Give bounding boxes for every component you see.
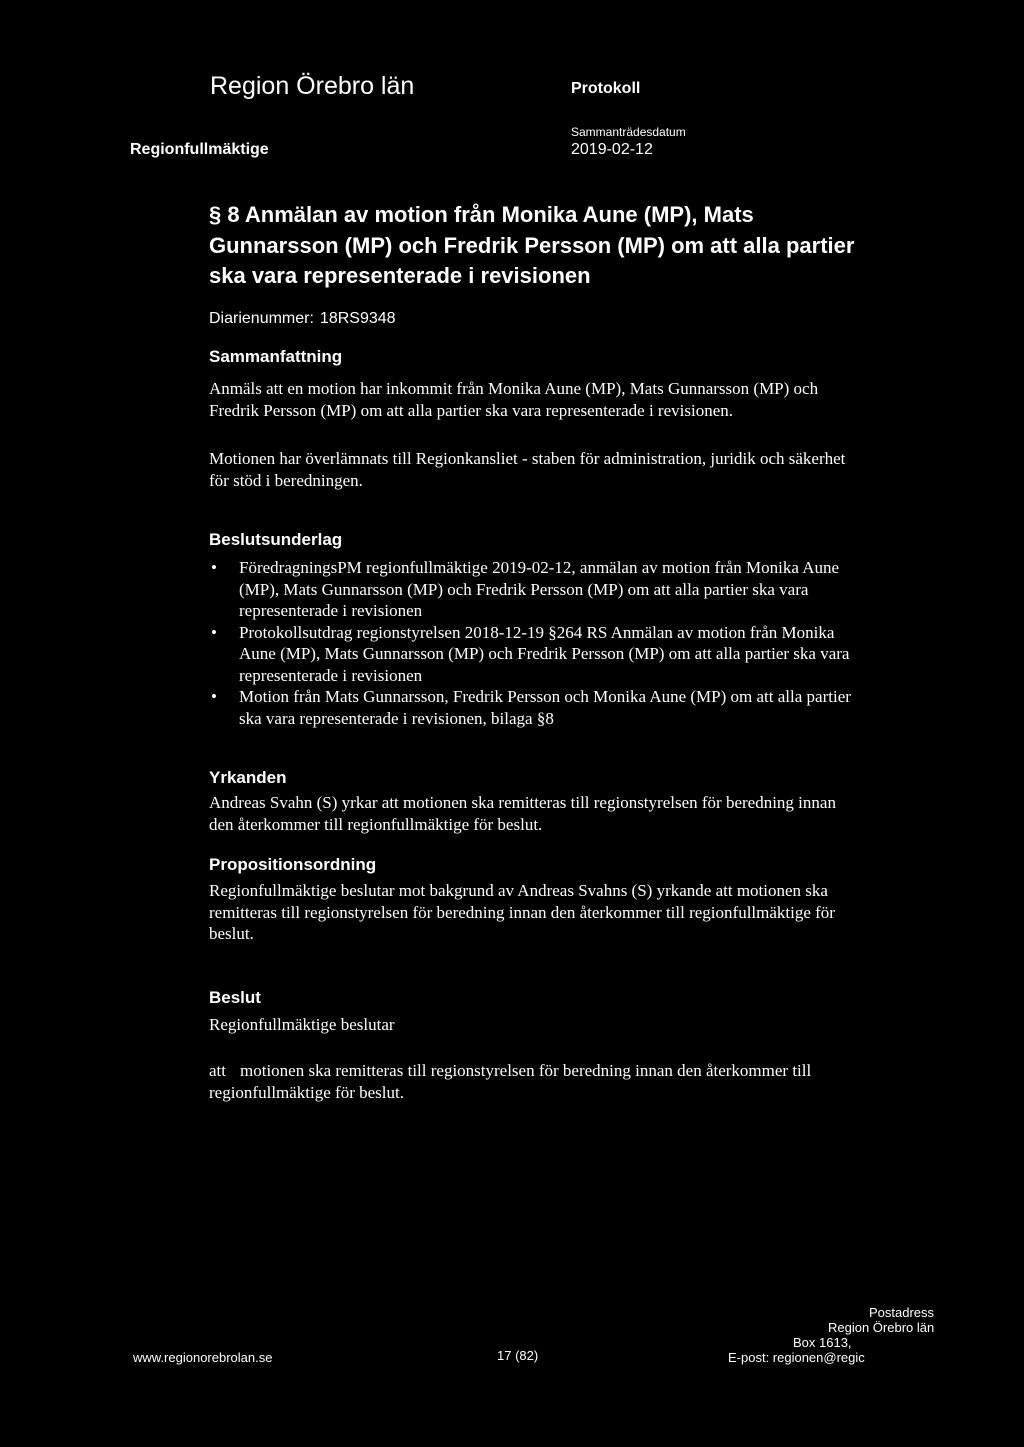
list-item [209, 622, 869, 687]
footer-address-label: Postadress [869, 1305, 935, 1320]
order-heading: Propositionsordning [209, 855, 377, 874]
basis-list [209, 557, 869, 729]
footer-address-box: Box 1613, [793, 1335, 852, 1350]
footer-page-number: 17 (82) [497, 1348, 539, 1363]
summary-heading: Sammanfattning [209, 347, 343, 366]
document-type: Protokoll [571, 80, 641, 97]
diary-number-label: Diarienummer: [209, 310, 314, 327]
decision-intro: Regionfullmäktige beslutar [209, 1015, 395, 1034]
org-name: Region Örebro län [210, 72, 415, 100]
section-title: § 8 Anmälan av motion från Monika Aune (MP), Mats Gunnarsson (MP) och Fredrik Persson (MP) om att alla partier ska vara representerade i revisionen [209, 202, 855, 288]
meeting-date: 2019-02-12 [571, 141, 653, 158]
list-item [209, 557, 869, 622]
footer-website: www.regionorebrolan.se [133, 1350, 273, 1365]
basis-item-text: Protokollsutdrag regionstyrelsen 2018-12-19 §264 RS Anmälan av motion från Monika Aune (MP), Mats Gunnarsson (MP) och Fredrik Persson (MP) om att alla partier ska vara representerade i revisionen [239, 622, 850, 685]
bullet-icon: • [211, 687, 217, 706]
diary-number: 18RS9348 [319, 310, 396, 327]
bullet-icon: • [211, 622, 217, 642]
order-paragraph: Regionfullmäktige beslutar mot bakgrund av Andreas Svahns (S) yrkande att motionen ska remitteras till regionstyrelsen för beredning innan den återkommer till regionfullmäktige för beslut. [209, 881, 835, 943]
decision-text [209, 1060, 859, 1103]
decision-body: motionen ska remitteras till regionstyrelsen för beredning innan den återkommer till regionfullmäktige för beslut. [209, 1061, 812, 1102]
summary-paragraph: Anmäls att en motion har inkommit från Monika Aune (MP), Mats Gunnarsson (MP) och Fredrik Persson (MP) om att alla partier ska vara representerade i revisionen. [209, 379, 819, 420]
decision-heading: Beslut [209, 988, 261, 1007]
claims-heading: Yrkanden [209, 768, 287, 787]
basis-heading: Beslutsunderlag [209, 530, 343, 549]
assembly-name: Regionfullmäktige [130, 141, 269, 158]
meeting-date-label: Sammanträdesdatum [571, 125, 686, 139]
footer-email: E-post: regionen@regic [728, 1350, 865, 1365]
basis-item-text: FöredragningsPM regionfullmäktige 2019-02-12, anmälan av motion från Monika Aune (MP), Mats Gunnarsson (MP) och Fredrik Persson (MP) om att alla partier ska vara representerade i revisionen [239, 558, 840, 620]
bullet-icon: • [211, 558, 217, 577]
diary-number-line [209, 310, 396, 328]
summary-paragraph: Motionen har överlämnats till Regionkansliet - staben för administration, juridik och säkerhet för stöd i beredningen. [209, 449, 846, 490]
claims-paragraph: Andreas Svahn (S) yrkar att motionen ska remitteras till regionstyrelsen för beredning innan den återkommer till regionfullmäktige för beslut. [209, 793, 836, 834]
footer-address-org: Region Örebro län [828, 1320, 935, 1335]
basis-item-text: Motion från Mats Gunnarsson, Fredrik Persson och Monika Aune (MP) om att alla partier ska vara representerade i revisionen, bilaga §8 [239, 687, 851, 728]
decision-att: att [209, 1061, 226, 1080]
list-item [209, 686, 869, 729]
